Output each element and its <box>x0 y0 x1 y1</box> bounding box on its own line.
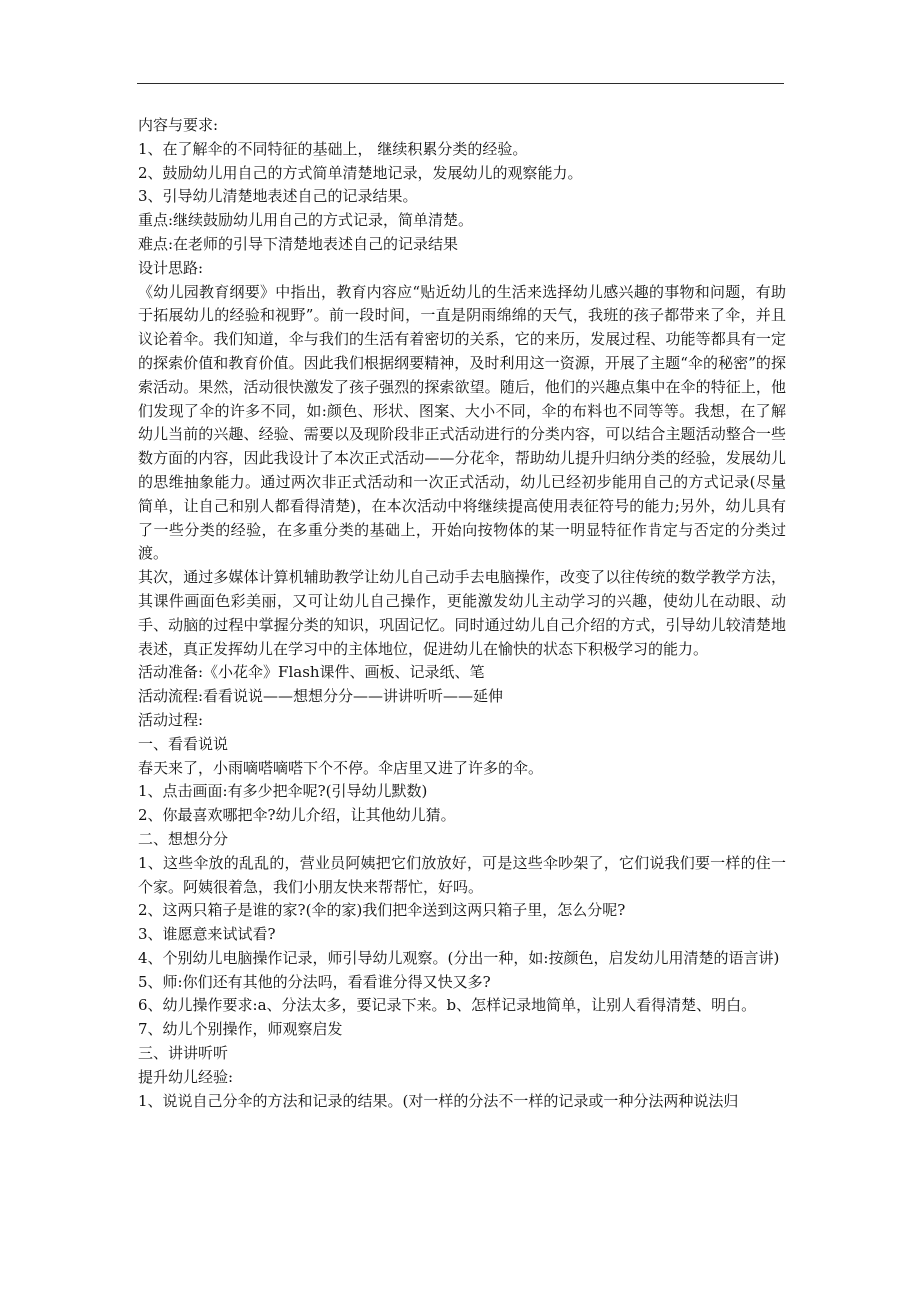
paragraph-section-1-step-2: 2、你最喜欢哪把伞?幼儿介绍，让其他幼儿猜。 <box>138 806 456 825</box>
paragraph-goal-1: 1、在了解伞的不同特征的基础上， 继续积累分类的经验。 <box>138 139 528 158</box>
paragraph-section-3-heading: 三、讲讲听听 <box>138 1044 229 1063</box>
document-body <box>138 114 786 1113</box>
paragraph-design-heading: 设计思路: <box>138 258 204 277</box>
paragraph-section-2-step-5: 5、师:你们还有其他的分法吗，看看谁分得又快又多? <box>138 972 491 991</box>
paragraph-key-point: 重点:继续鼓励幼儿用自己的方式记录，简单清楚。 <box>138 211 474 230</box>
paragraph-section-2-step-6: 6、幼儿操作要求:a、分法太多，要记录下来。b、怎样记录地简单，让别人看得清楚、明白。 <box>138 996 757 1015</box>
paragraph-design-body-1: 《幼儿园教育纲要》中指出，教育内容应“贴近幼儿的生活来选择幼儿感兴趣的事物和问题，有助于拓展幼儿的经验和视野”。前一段时间，一直是阴雨绵绵的天气，我班的孩子都带来了伞，并且议论着伞。我们知道，伞与我们的生活有着密切的关系，它的来历，发展过程、功能等都具有一定的探索价值和教育价值。因此我们根据纲要精神，及时利用这一资源，开展了主题“伞的秘密”的探索活动。果然，活动很快激发了孩子强烈的探索欲望。随后，他们的兴趣点集中在伞的特征上，他们发现了伞的许多不同，如:颜色、形状、图案、大小不同，伞的布料也不同等等。我想，在了解幼儿当前的兴趣、经验、需要以及现阶段非正式活动进行的分类内容，可以结合主题活动整合一些数方面的内容，因此我设计了本次正式活动——分花伞，帮助幼儿提升归纳分类的经验，发展幼儿的思维抽象能力。通过两次非正式活动和一次正式活动，幼儿已经初步能用自己的方式记录(尽量简单，让自己和别人都看得清楚)，在本次活动中将继续提高使用表征符号的能力;另外，幼儿具有了一些分类的经验，在多重分类的基础上，开始向按物体的某一明显特征作肯定与否定的分类过渡。 <box>138 282 786 563</box>
paragraph-flow: 活动流程:看看说说——想想分分——讲讲听听——延伸 <box>138 687 504 706</box>
paragraph-section-2-step-3: 3、谁愿意来试试看? <box>138 925 276 944</box>
header-rule <box>137 83 784 84</box>
paragraph-section-2-step-1: 1、这些伞放的乱乱的，营业员阿姨把它们放放好，可是这些伞吵架了，它们说我们要一样的住一个家。阿姨很着急，我们小朋友快来帮帮忙，好吗。 <box>138 853 786 896</box>
paragraph-section-1-heading: 一、看看说说 <box>138 734 229 753</box>
paragraph-section-1-intro: 春天来了，小雨嘀嗒嘀嗒下个不停。伞店里又进了许多的伞。 <box>138 758 544 777</box>
paragraph-goal-3: 3、引导幼儿清楚地表述自己的记录结果。 <box>138 187 418 206</box>
paragraph-section-2-step-7: 7、幼儿个别操作，师观察启发 <box>138 1020 343 1039</box>
paragraph-content-heading: 内容与要求: <box>138 116 219 134</box>
paragraph-section-3-step-1: 1、说说自己分伞的方法和记录的结果。(对一样的分法不一样的记录或一种分法两种说法归 <box>138 1091 739 1110</box>
paragraph-design-body-2: 其次，通过多媒体计算机辅助教学让幼儿自己动手去电脑操作，改变了以往传统的数学教学方法，其课件画面色彩美丽，又可让幼儿自己操作，更能激发幼儿主动学习的兴趣，使幼儿在动眼、动手、动脑的过程中掌握分类的知识，巩固记忆。同时通过幼儿自己介绍的方式，引导幼儿较清楚地表述，真正发挥幼儿在学习中的主体地位，促进幼儿在愉快的状态下积极学习的能力。 <box>138 568 786 658</box>
paragraph-section-2-step-4: 4、个别幼儿电脑操作记录，师引导幼儿观察。(分出一种，如:按颜色，启发幼儿用清楚的语言讲) <box>138 948 780 967</box>
paragraph-section-2-step-2: 2、这两只箱子是谁的家?(伞的家)我们把伞送到这两只箱子里，怎么分呢? <box>138 901 626 920</box>
paragraph-section-2-heading: 二、想想分分 <box>138 829 229 848</box>
paragraph-process-heading: 活动过程: <box>138 710 204 729</box>
paragraph-goal-2: 2、鼓励幼儿用自己的方式简单清楚地记录，发展幼儿的观察能力。 <box>138 163 583 182</box>
paragraph-section-3-subheading: 提升幼儿经验: <box>138 1067 234 1086</box>
paragraph-preparation: 活动准备:《小花伞》Flash课件、画板、记录纸、笔 <box>138 663 485 682</box>
paragraph-difficulty: 难点:在老师的引导下清楚地表述自己的记录结果 <box>138 234 459 253</box>
paragraph-section-1-step-1: 1、点击画面:有多少把伞呢?(引导幼儿默数) <box>138 782 428 801</box>
